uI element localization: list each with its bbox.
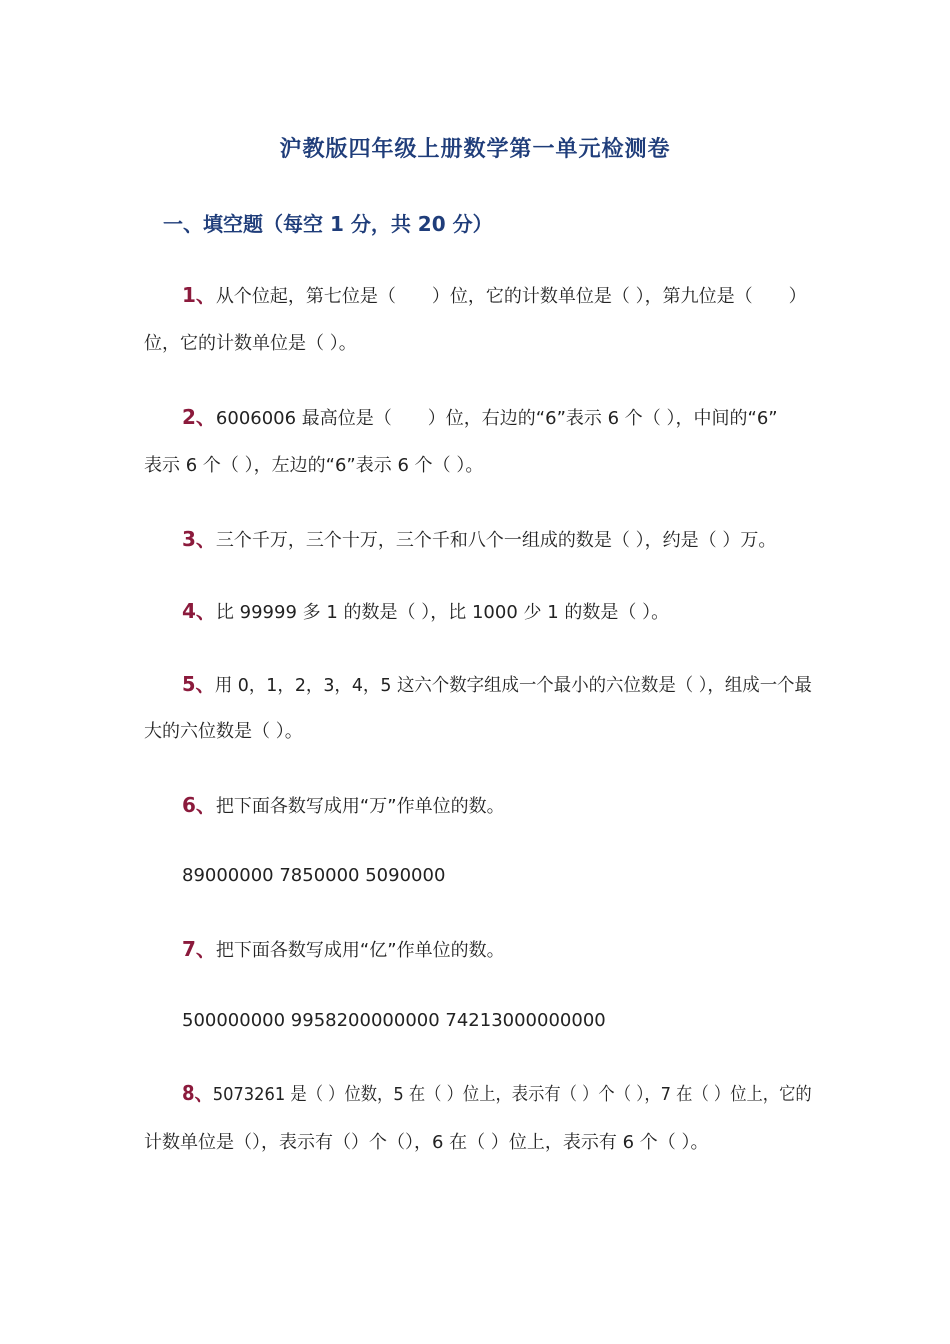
question-1-continued: 位，它的计数单位是（ ）。: [144, 333, 357, 354]
question-8-continued: 计数单位是（），表示有（）个（），6 在（ ）位上，表示有 6 个（ ）。: [144, 1132, 709, 1153]
question-3: [182, 527, 776, 553]
question-4: [182, 599, 669, 625]
question-2: [182, 405, 778, 431]
question-number: 5、: [182, 672, 215, 696]
question-number: 3、: [182, 527, 216, 551]
question-number: 6、: [182, 793, 216, 817]
question-1: [182, 283, 807, 309]
question-6-numbers: 89000000 7850000 5090000: [182, 865, 446, 886]
question-text: 5073261 是（ ）位数，5 在（ ）位上，表示有（ ）个（ ），7 在（ ）位上，它的: [212, 1084, 812, 1105]
question-text: 比 99999 多 1 的数是（ ），比 1000 少 1 的数是（ ）。: [215, 602, 670, 623]
page-title: 沪教版四年级上册数学第一单元检测卷: [279, 137, 671, 162]
section-heading: 一、填空题（每空 1 分，共 20 分）: [163, 212, 493, 236]
question-text: 从个位起，第七位是（ ）位，它的计数单位是（ ），第九位是（ ）: [215, 286, 807, 307]
question-5-continued: 大的六位数是（ ）。: [144, 721, 303, 742]
question-5: [182, 672, 812, 698]
question-text: 6006006 最高位是（ ）位，右边的“6”表示 6 个（ ），中间的“6”: [215, 408, 778, 429]
question-number: 4、: [182, 599, 216, 623]
question-text: 把下面各数写成用“亿”作单位的数。: [215, 940, 505, 961]
question-number: 8、: [182, 1081, 213, 1105]
question-8: [182, 1081, 812, 1107]
question-7: [182, 937, 505, 963]
question-6: [182, 793, 505, 819]
question-7-numbers: 500000000 9958200000000 74213000000000: [182, 1010, 606, 1031]
question-number: 7、: [182, 937, 216, 961]
question-number: 1、: [182, 283, 216, 307]
question-number: 2、: [182, 405, 216, 429]
question-text: 三个千万，三个十万，三个千和八个一组成的数是（ ），约是（ ）万。: [215, 530, 777, 551]
question-text: 用 0，1，2，3，4，5 这六个数字组成一个最小的六位数是（ ），组成一个最: [214, 675, 812, 696]
question-2-continued: 表示 6 个（ ），左边的“6”表示 6 个（ ）。: [144, 455, 484, 476]
question-text: 把下面各数写成用“万”作单位的数。: [215, 796, 505, 817]
